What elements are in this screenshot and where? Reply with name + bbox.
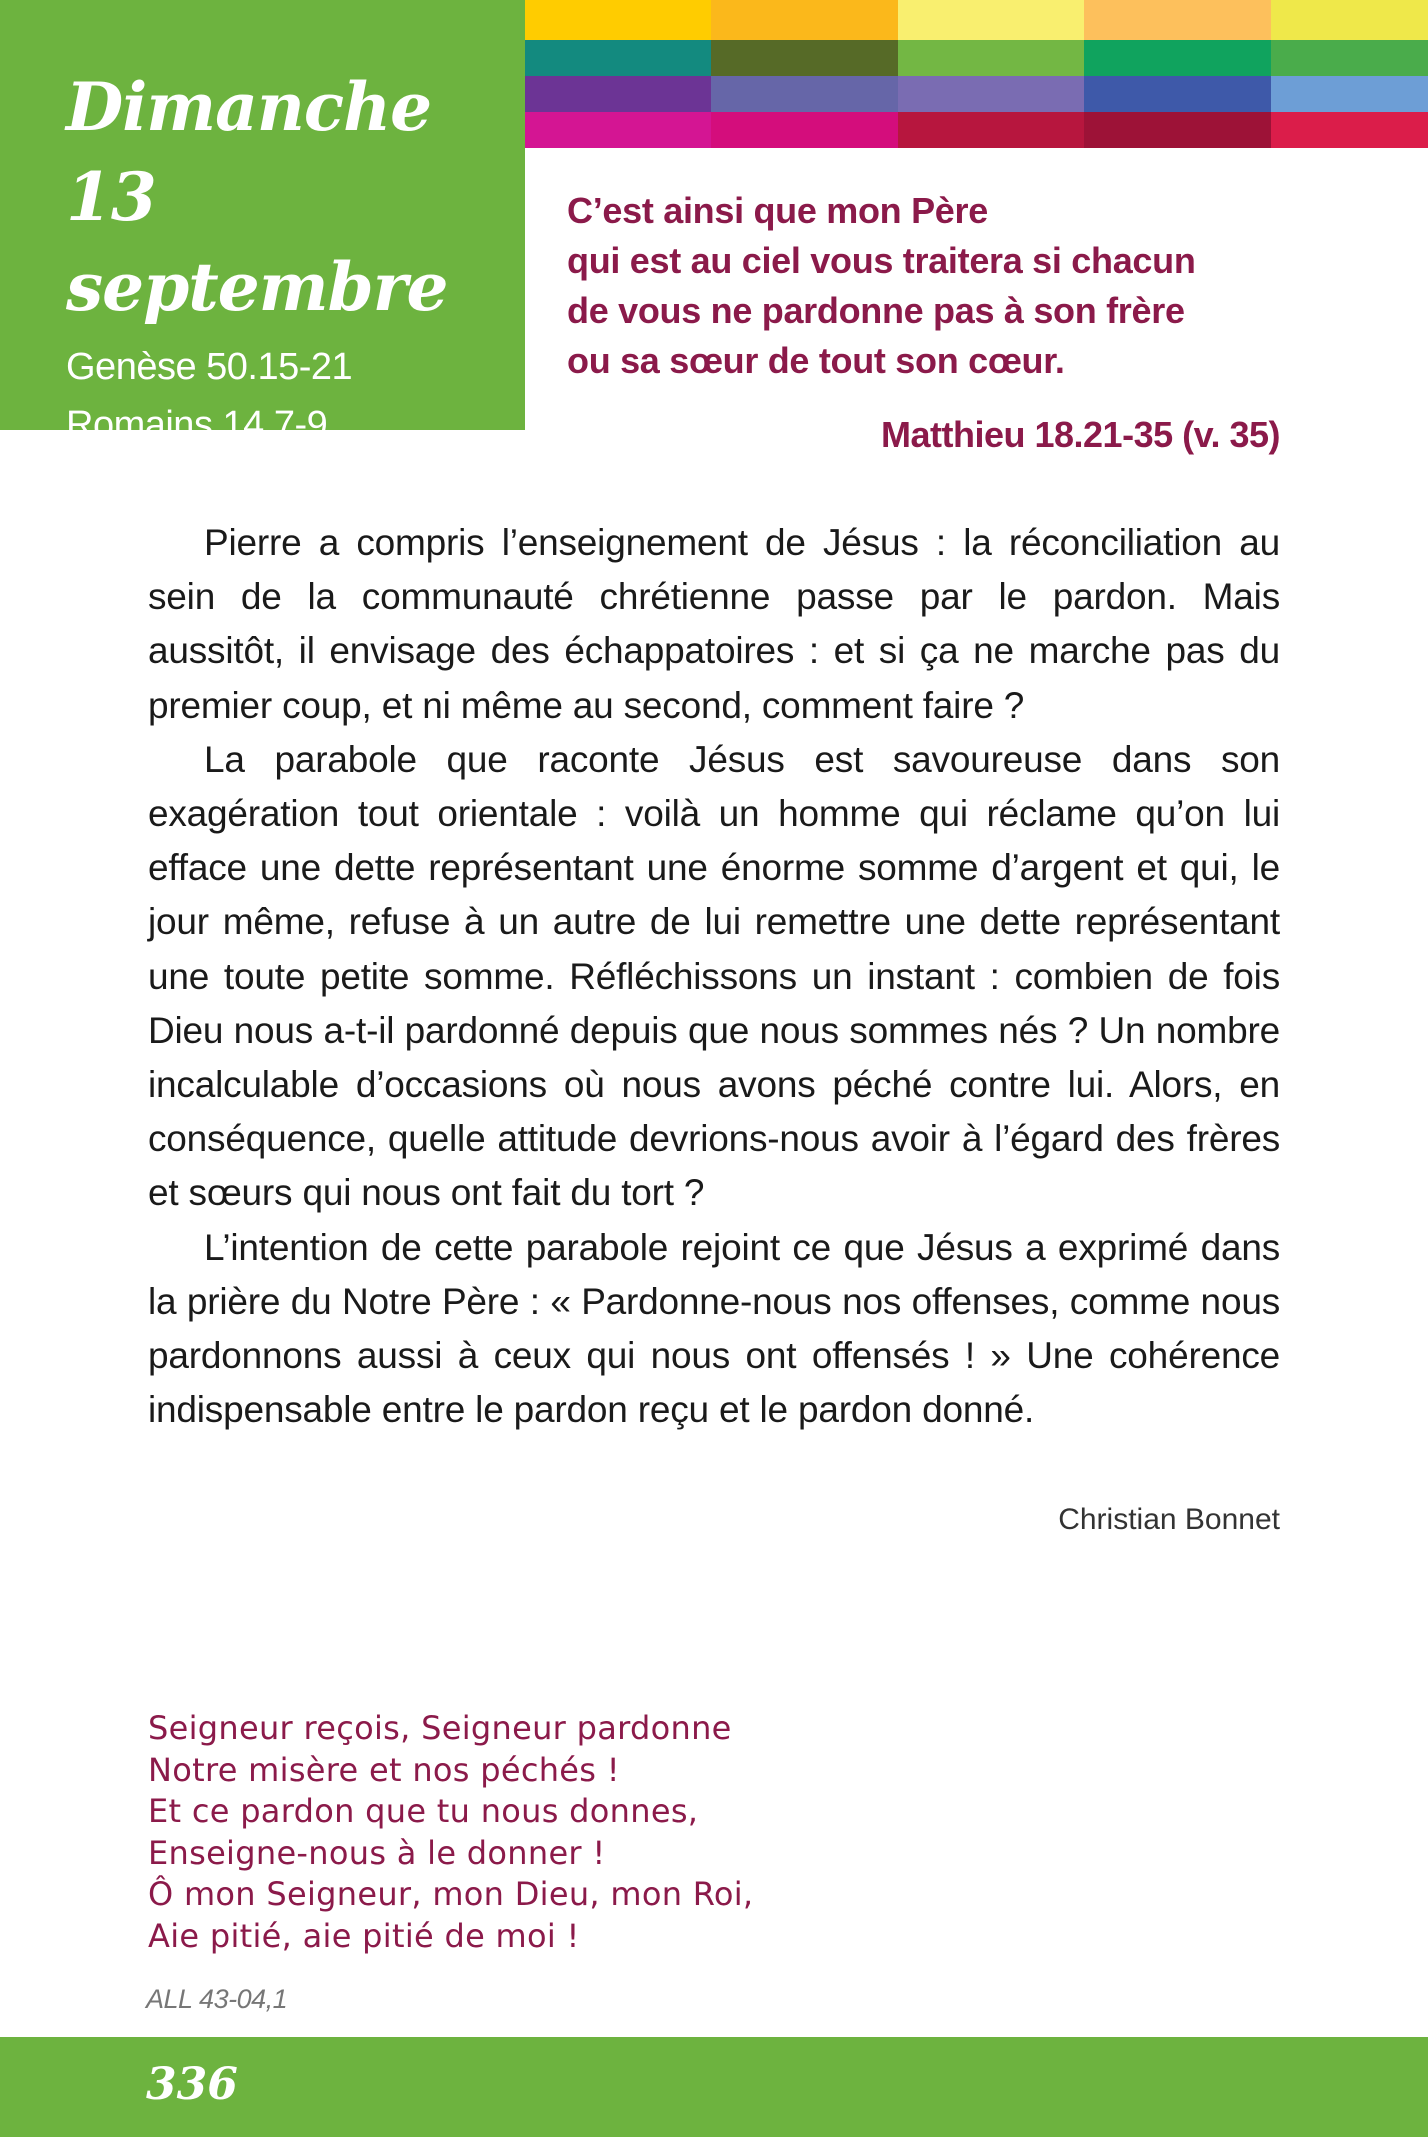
author-name: Christian Bonnet [1058,1503,1280,1536]
date-box [0,0,525,504]
page-footer [0,2037,1428,2137]
reference-romans: Romains 14.7-9 [66,404,328,446]
color-grid-cell [1271,40,1428,76]
color-grid-cell [525,76,711,112]
paragraph: L’intention de cette parabole rejoint ce que Jésus a exprimé dans la prière du Notre Père : « Pardonne-nous nos offenses, comme nous pardonnons aussi à ceux qui nous ont offensés ! » Une cohérence indispensable entre le pardon reçu et le pardon donné. [148,1226,1280,1431]
color-grid-cell [525,0,711,40]
color-grid-cell [1271,112,1428,148]
color-grid-cell [1084,112,1271,148]
color-grid-cell [711,40,898,76]
page-number: 336 [146,2059,238,2110]
meditation-text [148,516,1280,1437]
color-grid [525,0,1428,148]
paragraph: Pierre a compris l’enseignement de Jésus : la réconciliation au sein de la communauté chrétienne passe par le pardon. Mais aussitôt, il envisage des échappatoires : et si ça ne marche pas du premier coup, et ni même au second, comment faire ? [148,522,1280,726]
color-grid-cell [711,76,898,112]
color-grid-cell [898,112,1084,148]
quote-line: C’est ainsi que mon Père [567,190,988,231]
reference-genesis: Genèse 50.15-21 [66,346,353,388]
quote-line: qui est au ciel vous traitera si chacun [567,240,1196,281]
prayer-text [148,1708,1048,1958]
color-grid-cell [898,76,1084,112]
color-grid-cell [898,0,1084,40]
color-grid-cell [898,40,1084,76]
color-grid-cell [1084,0,1271,40]
reading-references [66,338,525,512]
color-grid-cell [525,112,711,148]
quote-line: de vous ne pardonne pas à son frère [567,290,1185,331]
quote-line: ou sa sœur de tout son cœur. [567,340,1065,381]
color-grid-cell [1271,76,1428,112]
prayer-line: Notre misère et nos péchés ! [148,1750,620,1789]
color-grid-cell [1084,40,1271,76]
paragraph: La parabole que raconte Jésus est savoureuse dans son exagération tout orientale : voilà un homme qui réclame qu’on lui efface une dette représentant une énorme somme d’argent et qui, le jour même, refuse à un autre de lui remettre une dette représentant une toute petite somme. Réfléchissons un instant : combien de fois Dieu nous a-t-il pardonné depuis que nous sommes nés ? Un nombre incalculable d’occasions où nous avons péché contre lui. Alors, en conséquence, quelle attitude devrions-nous avoir à l’égard des frères et sœurs qui nous ont fait du tort ? [148,738,1280,1214]
reference-matthew: Matthieu 18.21-35 [66,462,364,504]
prayer-line: Ô mon Seigneur, mon Dieu, mon Roi, [148,1875,754,1914]
color-grid-cell [1271,0,1428,40]
color-grid-cell [711,112,898,148]
quote-reference: Matthieu 18.21-35 (v. 35) [881,414,1280,455]
prayer-line: Enseigne-nous à le donner ! [148,1833,606,1872]
prayer-line: Et ce pardon que tu nous donnes, [148,1792,699,1831]
prayer-line: Aie pitié, aie pitié de moi ! [148,1916,580,1955]
color-grid-cell [1084,76,1271,112]
scripture-quote [567,186,1287,386]
prayer-line: Seigneur reçois, Seigneur pardonne [148,1709,732,1747]
color-grid-cell [711,0,898,40]
day-title: Dimanche [66,68,432,146]
prayer-source: ALL 43-04,1 [146,1984,288,2014]
date-title: 13 septembre [66,158,448,326]
color-grid-cell [525,40,711,76]
